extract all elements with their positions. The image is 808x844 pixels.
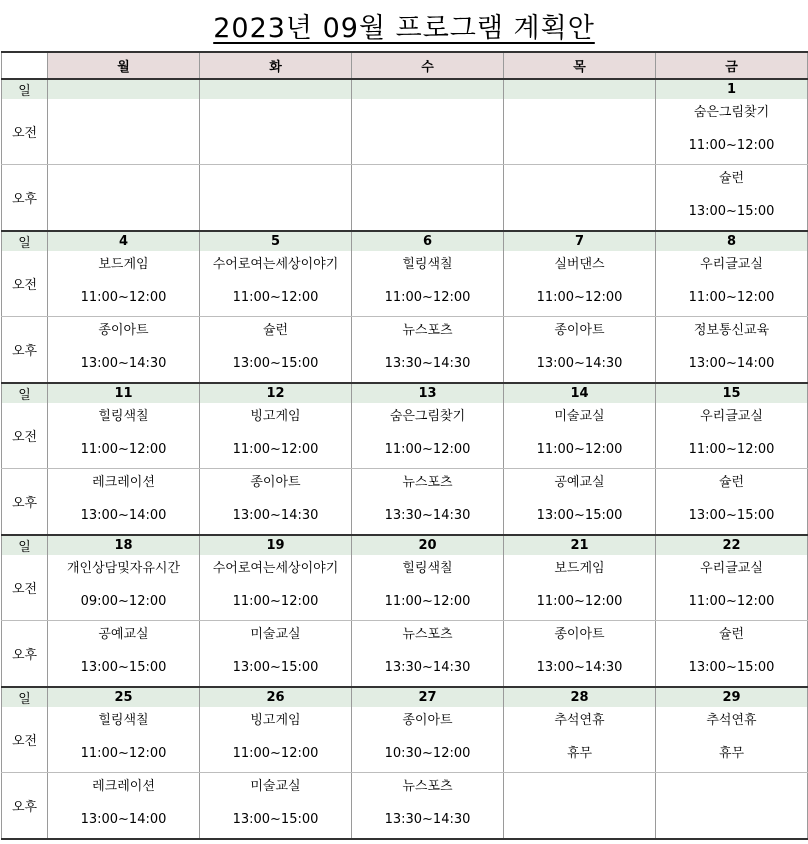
sunday-label: 일 bbox=[2, 687, 48, 707]
date-cell bbox=[200, 79, 352, 99]
program-cell bbox=[504, 707, 656, 773]
date-cell: 4 bbox=[48, 231, 200, 251]
program-name: 숨은그림찾기 bbox=[389, 409, 466, 424]
sunday-label: 일 bbox=[2, 383, 48, 403]
program-cell bbox=[352, 621, 504, 688]
date-cell: 28 bbox=[504, 687, 656, 707]
program-cell bbox=[504, 403, 656, 469]
program-cell bbox=[352, 555, 504, 621]
pm-row bbox=[2, 773, 808, 840]
date-cell: 8 bbox=[656, 231, 808, 251]
program-time: 13:00~14:00 bbox=[80, 508, 167, 523]
date-cell: 18 bbox=[48, 535, 200, 555]
program-cell bbox=[200, 317, 352, 384]
program-name: 빙고게임 bbox=[250, 713, 301, 728]
program-time: 13:00~15:00 bbox=[232, 356, 319, 371]
program-cell bbox=[504, 469, 656, 536]
program-name: 정보통신교육 bbox=[693, 323, 770, 338]
date-cell: 11 bbox=[48, 383, 200, 403]
date-cell bbox=[504, 79, 656, 99]
date-row bbox=[2, 535, 808, 555]
page-title-text: 2023년 09월 프로그램 계획안 bbox=[213, 13, 595, 44]
pm-row bbox=[2, 165, 808, 232]
sunday-label: 일 bbox=[2, 535, 48, 555]
am-row bbox=[2, 555, 808, 621]
program-name: 종이아트 bbox=[250, 475, 301, 490]
program-time: 11:00~12:00 bbox=[80, 746, 167, 761]
program-calendar bbox=[1, 51, 808, 840]
program-time: 11:00~12:00 bbox=[536, 594, 623, 609]
pm-label: 오후 bbox=[2, 165, 48, 232]
program-time: 13:00~15:00 bbox=[232, 812, 319, 827]
program-time: 휴무 bbox=[566, 746, 593, 761]
program-time: 11:00~12:00 bbox=[80, 290, 167, 305]
program-cell bbox=[352, 773, 504, 840]
program-name: 공예교실 bbox=[554, 475, 605, 490]
am-row bbox=[2, 707, 808, 773]
program-cell bbox=[200, 99, 352, 165]
program-cell bbox=[48, 251, 200, 317]
page-title bbox=[0, 6, 808, 45]
program-name: 종이아트 bbox=[554, 627, 605, 642]
program-name: 레크레이션 bbox=[92, 475, 155, 490]
date-cell: 12 bbox=[200, 383, 352, 403]
program-name: 실버댄스 bbox=[554, 257, 605, 272]
program-cell bbox=[656, 707, 808, 773]
program-cell bbox=[48, 317, 200, 384]
program-cell bbox=[48, 621, 200, 688]
weekday-header: 금 bbox=[656, 52, 808, 79]
date-cell: 21 bbox=[504, 535, 656, 555]
program-cell bbox=[352, 99, 504, 165]
program-cell bbox=[656, 469, 808, 536]
date-cell: 25 bbox=[48, 687, 200, 707]
program-cell bbox=[656, 403, 808, 469]
program-name: 추석연휴 bbox=[554, 713, 605, 728]
program-name: 슐런 bbox=[718, 627, 745, 642]
am-row bbox=[2, 99, 808, 165]
pm-row bbox=[2, 621, 808, 688]
pm-label: 오후 bbox=[2, 621, 48, 688]
am-row bbox=[2, 403, 808, 469]
am-row bbox=[2, 251, 808, 317]
program-cell bbox=[48, 99, 200, 165]
program-time: 11:00~12:00 bbox=[688, 290, 775, 305]
am-label: 오전 bbox=[2, 555, 48, 621]
program-time: 13:00~15:00 bbox=[80, 660, 167, 675]
program-cell bbox=[200, 621, 352, 688]
date-cell: 15 bbox=[656, 383, 808, 403]
am-label: 오전 bbox=[2, 251, 48, 317]
date-cell: 26 bbox=[200, 687, 352, 707]
corner-cell bbox=[2, 52, 48, 79]
program-cell bbox=[656, 99, 808, 165]
date-cell: 19 bbox=[200, 535, 352, 555]
program-name: 미술교실 bbox=[554, 409, 605, 424]
program-cell bbox=[504, 555, 656, 621]
program-time: 11:00~12:00 bbox=[384, 594, 471, 609]
program-cell bbox=[48, 165, 200, 232]
program-name: 슐런 bbox=[262, 323, 289, 338]
program-name: 우리글교실 bbox=[700, 257, 763, 272]
program-time: 11:00~12:00 bbox=[688, 442, 775, 457]
program-name: 개인상담및자유시간 bbox=[66, 561, 181, 576]
program-name: 종이아트 bbox=[98, 323, 149, 338]
weekday-header: 화 bbox=[200, 52, 352, 79]
program-cell bbox=[656, 621, 808, 688]
date-row bbox=[2, 231, 808, 251]
program-time: 13:30~14:30 bbox=[384, 356, 471, 371]
program-cell bbox=[352, 469, 504, 536]
program-name: 우리글교실 bbox=[700, 561, 763, 576]
program-name: 우리글교실 bbox=[700, 409, 763, 424]
weekday-header-row bbox=[2, 52, 808, 79]
program-cell bbox=[48, 707, 200, 773]
program-name: 힐링색칠 bbox=[402, 561, 453, 576]
program-time: 휴무 bbox=[718, 746, 745, 761]
sunday-label: 일 bbox=[2, 231, 48, 251]
program-time: 11:00~12:00 bbox=[688, 594, 775, 609]
program-name: 수어로여는세상이야기 bbox=[212, 561, 339, 576]
program-name: 미술교실 bbox=[250, 779, 301, 794]
program-name: 보드게임 bbox=[554, 561, 605, 576]
date-row bbox=[2, 79, 808, 99]
program-time: 11:00~12:00 bbox=[232, 746, 319, 761]
program-cell bbox=[656, 251, 808, 317]
program-cell bbox=[200, 469, 352, 536]
weekday-header: 월 bbox=[48, 52, 200, 79]
program-cell bbox=[656, 317, 808, 384]
program-name: 뉴스포츠 bbox=[402, 475, 453, 490]
program-time: 13:00~14:30 bbox=[232, 508, 319, 523]
program-name: 종이아트 bbox=[554, 323, 605, 338]
program-time: 11:00~12:00 bbox=[232, 442, 319, 457]
program-time: 11:00~12:00 bbox=[232, 594, 319, 609]
program-name: 슐런 bbox=[718, 475, 745, 490]
date-cell: 7 bbox=[504, 231, 656, 251]
program-time: 13:00~14:30 bbox=[80, 356, 167, 371]
am-label: 오전 bbox=[2, 403, 48, 469]
pm-label: 오후 bbox=[2, 317, 48, 384]
program-cell bbox=[352, 165, 504, 232]
program-time: 11:00~12:00 bbox=[536, 290, 623, 305]
program-time: 13:00~14:00 bbox=[688, 356, 775, 371]
program-cell bbox=[504, 251, 656, 317]
program-cell bbox=[352, 707, 504, 773]
program-name: 미술교실 bbox=[250, 627, 301, 642]
date-cell: 6 bbox=[352, 231, 504, 251]
program-time: 10:30~12:00 bbox=[384, 746, 471, 761]
program-time: 11:00~12:00 bbox=[384, 442, 471, 457]
program-cell bbox=[48, 773, 200, 840]
program-time: 13:00~15:00 bbox=[688, 660, 775, 675]
program-time: 13:00~15:00 bbox=[232, 660, 319, 675]
program-time: 13:00~14:30 bbox=[536, 356, 623, 371]
date-cell: 13 bbox=[352, 383, 504, 403]
program-cell bbox=[504, 165, 656, 232]
program-time: 13:00~15:00 bbox=[536, 508, 623, 523]
date-cell: 29 bbox=[656, 687, 808, 707]
program-cell bbox=[200, 773, 352, 840]
program-cell bbox=[200, 251, 352, 317]
date-row bbox=[2, 383, 808, 403]
program-time: 11:00~12:00 bbox=[80, 442, 167, 457]
program-cell bbox=[200, 403, 352, 469]
program-name: 뉴스포츠 bbox=[402, 627, 453, 642]
program-cell bbox=[656, 773, 808, 840]
program-cell bbox=[352, 317, 504, 384]
program-name: 힐링색칠 bbox=[98, 409, 149, 424]
program-name: 수어로여는세상이야기 bbox=[212, 257, 339, 272]
program-name: 추석연휴 bbox=[706, 713, 757, 728]
program-time: 13:30~14:30 bbox=[384, 812, 471, 827]
date-cell: 1 bbox=[656, 79, 808, 99]
program-time: 13:00~15:00 bbox=[688, 204, 775, 219]
program-cell bbox=[200, 555, 352, 621]
date-cell: 5 bbox=[200, 231, 352, 251]
program-cell bbox=[48, 403, 200, 469]
date-cell bbox=[48, 79, 200, 99]
pm-label: 오후 bbox=[2, 773, 48, 840]
program-cell bbox=[656, 165, 808, 232]
program-cell bbox=[48, 555, 200, 621]
date-cell: 22 bbox=[656, 535, 808, 555]
program-time: 11:00~12:00 bbox=[384, 290, 471, 305]
program-time: 11:00~12:00 bbox=[536, 442, 623, 457]
program-time: 13:00~14:00 bbox=[80, 812, 167, 827]
date-cell: 14 bbox=[504, 383, 656, 403]
program-time: 13:30~14:30 bbox=[384, 508, 471, 523]
date-cell: 20 bbox=[352, 535, 504, 555]
program-time: 13:00~14:30 bbox=[536, 660, 623, 675]
program-time: 11:00~12:00 bbox=[232, 290, 319, 305]
pm-row bbox=[2, 469, 808, 536]
program-cell bbox=[200, 707, 352, 773]
program-name: 슐런 bbox=[718, 171, 745, 186]
program-cell bbox=[656, 555, 808, 621]
program-name: 빙고게임 bbox=[250, 409, 301, 424]
date-cell: 27 bbox=[352, 687, 504, 707]
program-time: 09:00~12:00 bbox=[80, 594, 167, 609]
program-cell bbox=[504, 773, 656, 840]
am-label: 오전 bbox=[2, 707, 48, 773]
program-name: 힐링색칠 bbox=[98, 713, 149, 728]
program-name: 숨은그림찾기 bbox=[693, 105, 770, 120]
program-name: 보드게임 bbox=[98, 257, 149, 272]
date-cell bbox=[352, 79, 504, 99]
program-cell bbox=[352, 403, 504, 469]
program-cell bbox=[504, 99, 656, 165]
weekday-header: 수 bbox=[352, 52, 504, 79]
date-row bbox=[2, 687, 808, 707]
program-cell bbox=[504, 621, 656, 688]
program-cell bbox=[352, 251, 504, 317]
program-name: 힐링색칠 bbox=[402, 257, 453, 272]
program-time: 11:00~12:00 bbox=[688, 138, 775, 153]
program-cell bbox=[200, 165, 352, 232]
program-time: 13:00~15:00 bbox=[688, 508, 775, 523]
weekday-header: 목 bbox=[504, 52, 656, 79]
program-name: 공예교실 bbox=[98, 627, 149, 642]
sunday-label: 일 bbox=[2, 79, 48, 99]
program-cell bbox=[504, 317, 656, 384]
pm-row bbox=[2, 317, 808, 384]
am-label: 오전 bbox=[2, 99, 48, 165]
program-name: 뉴스포츠 bbox=[402, 779, 453, 794]
program-name: 레크레이션 bbox=[92, 779, 155, 794]
program-name: 종이아트 bbox=[402, 713, 453, 728]
pm-label: 오후 bbox=[2, 469, 48, 536]
program-name: 뉴스포츠 bbox=[402, 323, 453, 338]
program-cell bbox=[48, 469, 200, 536]
program-time: 13:30~14:30 bbox=[384, 660, 471, 675]
